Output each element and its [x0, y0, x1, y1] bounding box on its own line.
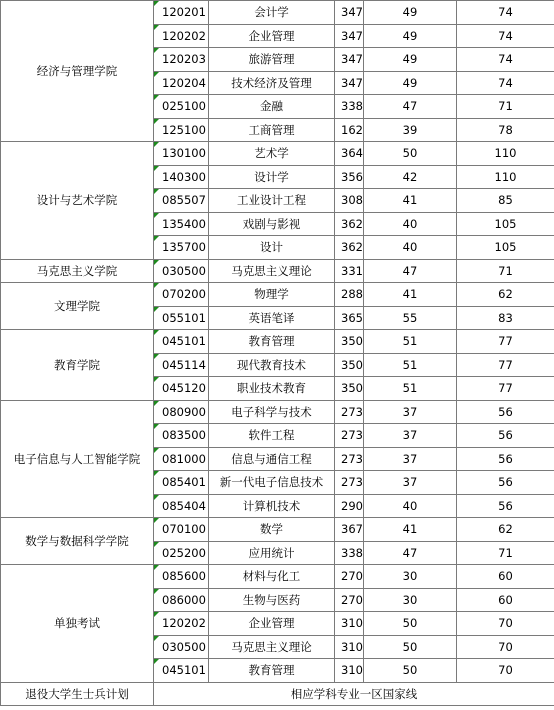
total-score-cell: 270: [335, 565, 364, 589]
program-code-cell: 130100: [154, 142, 209, 166]
table-row: [1, 565, 554, 589]
major-name-cell: 戏剧与影视: [209, 212, 335, 236]
multi-subject-line-cell: 71: [457, 95, 554, 119]
program-code-cell: 045120: [154, 377, 209, 401]
program-code-cell: 120201: [154, 1, 209, 25]
single-subject-line-cell: 40: [364, 236, 457, 260]
total-score-cell: 350: [335, 377, 364, 401]
major-name-cell: 工商管理: [209, 118, 335, 142]
major-name-cell: 物理学: [209, 283, 335, 307]
single-subject-line-cell: 49: [364, 1, 457, 25]
total-score-cell: 162: [335, 118, 364, 142]
total-score-cell: 350: [335, 330, 364, 354]
total-score-cell: 347: [335, 24, 364, 48]
total-score-cell: 273: [335, 471, 364, 495]
program-code-cell: 125100: [154, 118, 209, 142]
major-name-cell: 企业管理: [209, 612, 335, 636]
footer-label: 退役大学生士兵计划: [1, 682, 154, 706]
total-score-cell: 308: [335, 189, 364, 213]
multi-subject-line-cell: 56: [457, 471, 554, 495]
major-name-cell: 生物与医药: [209, 588, 335, 612]
program-code-cell: 030500: [154, 259, 209, 283]
single-subject-line-cell: 50: [364, 142, 457, 166]
major-name-cell: 教育管理: [209, 659, 335, 683]
total-score-cell: 362: [335, 236, 364, 260]
program-code-cell: 120204: [154, 71, 209, 95]
program-code-cell: 070200: [154, 283, 209, 307]
multi-subject-line-cell: 105: [457, 212, 554, 236]
single-subject-line-cell: 47: [364, 95, 457, 119]
total-score-cell: 347: [335, 71, 364, 95]
footer-note: 相应学科专业一区国家线: [154, 682, 554, 706]
major-name-cell: 艺术学: [209, 142, 335, 166]
major-name-cell: 数学: [209, 518, 335, 542]
multi-subject-line-cell: 83: [457, 306, 554, 330]
table-row: [1, 518, 554, 542]
single-subject-line-cell: 37: [364, 471, 457, 495]
table-row: [1, 259, 554, 283]
single-subject-line-cell: 55: [364, 306, 457, 330]
single-subject-line-cell: 41: [364, 518, 457, 542]
total-score-cell: 273: [335, 447, 364, 471]
table-row: [1, 400, 554, 424]
total-score-cell: 310: [335, 612, 364, 636]
single-subject-line-cell: 47: [364, 541, 457, 565]
program-code-cell: 081000: [154, 447, 209, 471]
college-cell: 设计与艺术学院: [1, 142, 154, 260]
single-subject-line-cell: 51: [364, 377, 457, 401]
program-code-cell: 045101: [154, 330, 209, 354]
table-row: [1, 142, 554, 166]
total-score-cell: 331: [335, 259, 364, 283]
total-score-cell: 270: [335, 588, 364, 612]
major-name-cell: 计算机技术: [209, 494, 335, 518]
total-score-cell: 290: [335, 494, 364, 518]
total-score-cell: 367: [335, 518, 364, 542]
total-score-cell: 310: [335, 635, 364, 659]
multi-subject-line-cell: 78: [457, 118, 554, 142]
multi-subject-line-cell: 110: [457, 142, 554, 166]
program-code-cell: 135400: [154, 212, 209, 236]
multi-subject-line-cell: 70: [457, 612, 554, 636]
single-subject-line-cell: 37: [364, 447, 457, 471]
single-subject-line-cell: 40: [364, 212, 457, 236]
total-score-cell: 310: [335, 659, 364, 683]
college-cell: 电子信息与人工智能学院: [1, 400, 154, 518]
single-subject-line-cell: 50: [364, 612, 457, 636]
program-code-cell: 030500: [154, 635, 209, 659]
total-score-cell: 347: [335, 48, 364, 72]
multi-subject-line-cell: 56: [457, 400, 554, 424]
multi-subject-line-cell: 70: [457, 635, 554, 659]
multi-subject-line-cell: 77: [457, 377, 554, 401]
college-cell: 教育学院: [1, 330, 154, 401]
program-code-cell: 120202: [154, 24, 209, 48]
multi-subject-line-cell: 60: [457, 565, 554, 589]
single-subject-line-cell: 37: [364, 424, 457, 448]
major-name-cell: 金融: [209, 95, 335, 119]
total-score-cell: 362: [335, 212, 364, 236]
single-subject-line-cell: 49: [364, 48, 457, 72]
total-score-cell: 347: [335, 1, 364, 25]
major-name-cell: 英语笔译: [209, 306, 335, 330]
multi-subject-line-cell: 77: [457, 353, 554, 377]
single-subject-line-cell: 42: [364, 165, 457, 189]
major-name-cell: 新一代电子信息技术: [209, 471, 335, 495]
college-cell: 经济与管理学院: [1, 1, 154, 142]
program-code-cell: 135700: [154, 236, 209, 260]
program-code-cell: 085404: [154, 494, 209, 518]
footer-row: [1, 682, 554, 706]
major-name-cell: 设计: [209, 236, 335, 260]
major-name-cell: 应用统计: [209, 541, 335, 565]
total-score-cell: 356: [335, 165, 364, 189]
program-code-cell: 055101: [154, 306, 209, 330]
program-code-cell: 085507: [154, 189, 209, 213]
college-cell: 数学与数据科学学院: [1, 518, 154, 565]
major-name-cell: 职业技术教育: [209, 377, 335, 401]
total-score-cell: 273: [335, 424, 364, 448]
program-code-cell: 085401: [154, 471, 209, 495]
major-name-cell: 设计学: [209, 165, 335, 189]
single-subject-line-cell: 40: [364, 494, 457, 518]
single-subject-line-cell: 30: [364, 588, 457, 612]
program-code-cell: 083500: [154, 424, 209, 448]
single-subject-line-cell: 51: [364, 330, 457, 354]
program-code-cell: 045114: [154, 353, 209, 377]
major-name-cell: 软件工程: [209, 424, 335, 448]
program-code-cell: 025100: [154, 95, 209, 119]
multi-subject-line-cell: 110: [457, 165, 554, 189]
table-row: [1, 330, 554, 354]
program-code-cell: 080900: [154, 400, 209, 424]
multi-subject-line-cell: 74: [457, 71, 554, 95]
program-code-cell: 120203: [154, 48, 209, 72]
total-score-cell: 365: [335, 306, 364, 330]
program-code-cell: 140300: [154, 165, 209, 189]
single-subject-line-cell: 49: [364, 24, 457, 48]
major-name-cell: 企业管理: [209, 24, 335, 48]
multi-subject-line-cell: 62: [457, 283, 554, 307]
multi-subject-line-cell: 71: [457, 259, 554, 283]
major-name-cell: 教育管理: [209, 330, 335, 354]
major-name-cell: 现代教育技术: [209, 353, 335, 377]
major-name-cell: 旅游管理: [209, 48, 335, 72]
major-name-cell: 马克思主义理论: [209, 635, 335, 659]
single-subject-line-cell: 50: [364, 635, 457, 659]
multi-subject-line-cell: 60: [457, 588, 554, 612]
multi-subject-line-cell: 71: [457, 541, 554, 565]
program-code-cell: 120202: [154, 612, 209, 636]
multi-subject-line-cell: 74: [457, 48, 554, 72]
multi-subject-line-cell: 74: [457, 24, 554, 48]
college-cell: 马克思主义学院: [1, 259, 154, 283]
single-subject-line-cell: 30: [364, 565, 457, 589]
major-name-cell: 工业设计工程: [209, 189, 335, 213]
program-code-cell: 086000: [154, 588, 209, 612]
multi-subject-line-cell: 62: [457, 518, 554, 542]
table-body: [1, 1, 554, 683]
multi-subject-line-cell: 70: [457, 659, 554, 683]
multi-subject-line-cell: 77: [457, 330, 554, 354]
single-subject-line-cell: 37: [364, 400, 457, 424]
total-score-cell: 350: [335, 353, 364, 377]
table-row: [1, 283, 554, 307]
multi-subject-line-cell: 56: [457, 424, 554, 448]
single-subject-line-cell: 47: [364, 259, 457, 283]
multi-subject-line-cell: 74: [457, 1, 554, 25]
total-score-cell: 338: [335, 541, 364, 565]
program-code-cell: 045101: [154, 659, 209, 683]
major-name-cell: 会计学: [209, 1, 335, 25]
single-subject-line-cell: 41: [364, 189, 457, 213]
single-subject-line-cell: 51: [364, 353, 457, 377]
college-cell: 单独考试: [1, 565, 154, 683]
single-subject-line-cell: 41: [364, 283, 457, 307]
program-code-cell: 070100: [154, 518, 209, 542]
multi-subject-line-cell: 56: [457, 447, 554, 471]
major-name-cell: 电子科学与技术: [209, 400, 335, 424]
program-code-cell: 085600: [154, 565, 209, 589]
single-subject-line-cell: 49: [364, 71, 457, 95]
major-name-cell: 材料与化工: [209, 565, 335, 589]
multi-subject-line-cell: 105: [457, 236, 554, 260]
single-subject-line-cell: 39: [364, 118, 457, 142]
multi-subject-line-cell: 85: [457, 189, 554, 213]
total-score-cell: 288: [335, 283, 364, 307]
college-cell: 文理学院: [1, 283, 154, 330]
total-score-cell: 338: [335, 95, 364, 119]
single-subject-line-cell: 50: [364, 659, 457, 683]
program-code-cell: 025200: [154, 541, 209, 565]
total-score-cell: 364: [335, 142, 364, 166]
multi-subject-line-cell: 56: [457, 494, 554, 518]
major-name-cell: 技术经济及管理: [209, 71, 335, 95]
major-name-cell: 信息与通信工程: [209, 447, 335, 471]
major-name-cell: 马克思主义理论: [209, 259, 335, 283]
table-row: [1, 1, 554, 25]
total-score-cell: 273: [335, 400, 364, 424]
